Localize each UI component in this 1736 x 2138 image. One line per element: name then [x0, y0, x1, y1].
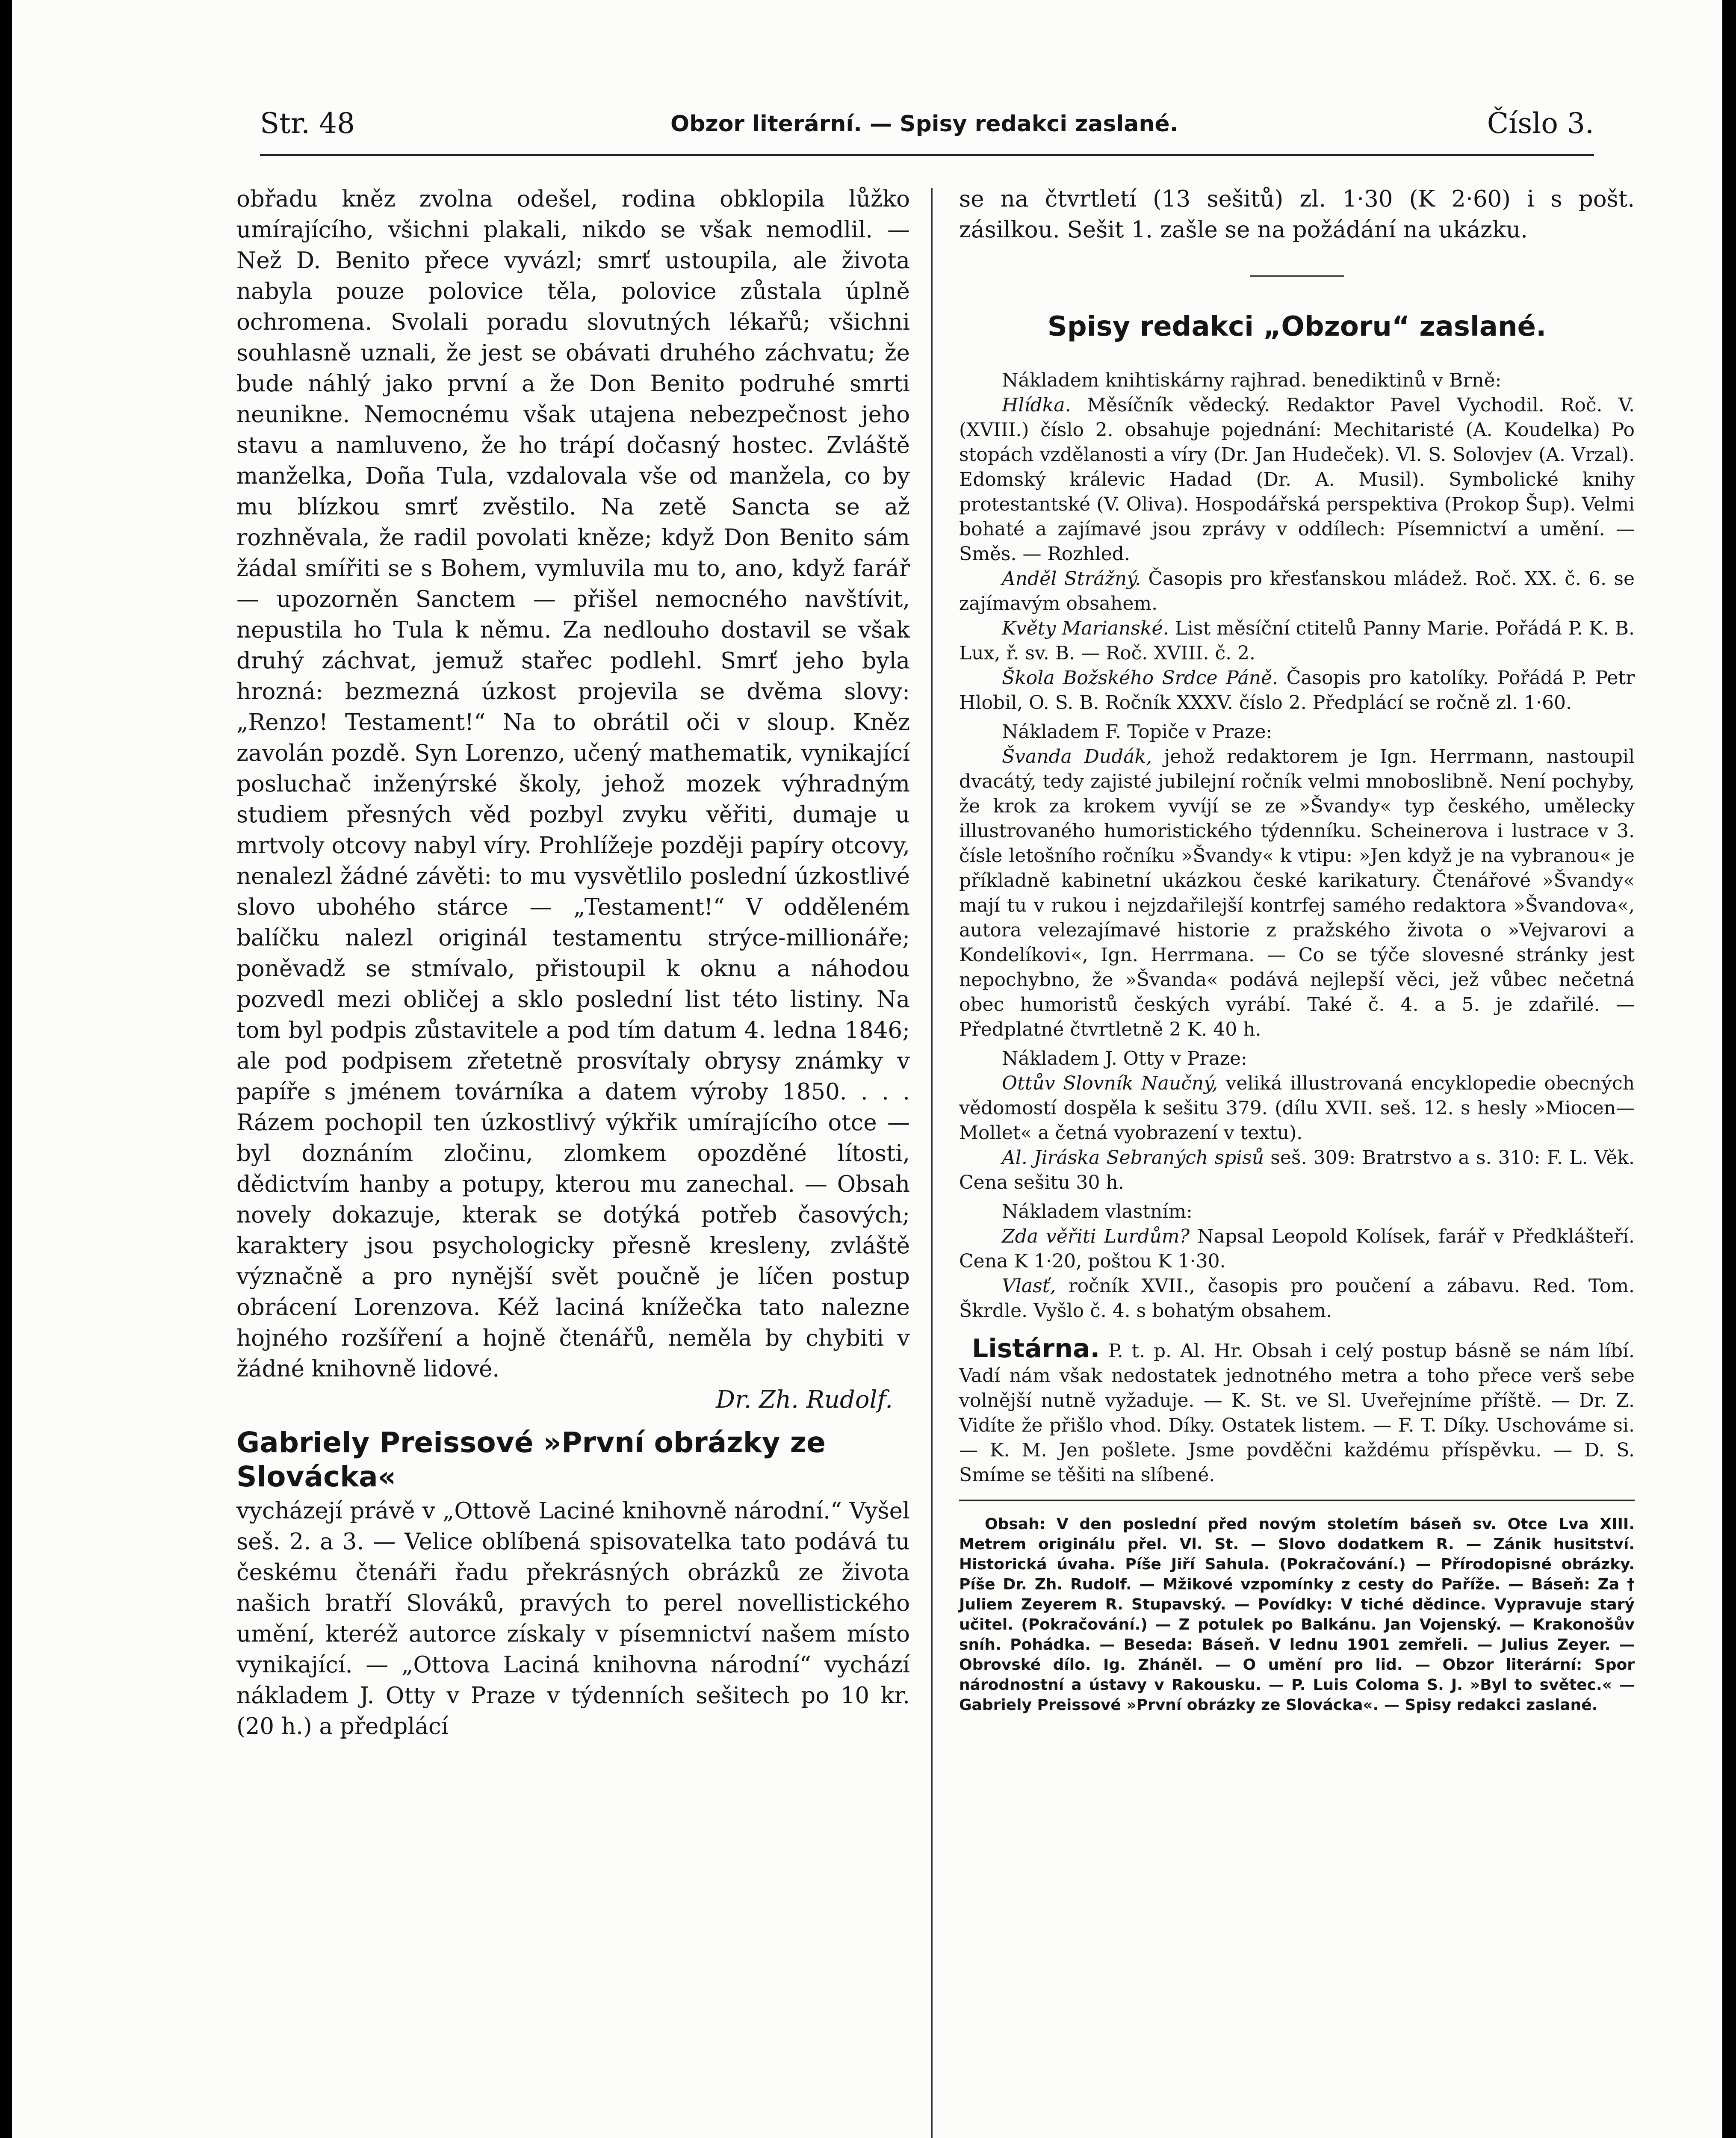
- publication-entry: [959, 744, 1635, 1042]
- publication-entry: [959, 1071, 1635, 1146]
- listarna-title: Listárna.: [972, 1334, 1100, 1364]
- running-title: Obzor literární. — Spisy redakci zaslané.: [670, 111, 1178, 137]
- publication-desc: seš. 309: Bratrstvo a s. 310: F. L. Věk. Cena sešitu 30 h.: [959, 1147, 1635, 1193]
- publication-desc: Časopis pro katolíky. Pořádá P. Petr Hlobil, O. S. B. Ročník XXXV. číslo 2. Předplácí se ročně zl. 1·60.: [959, 667, 1635, 714]
- publisher-line: Nákladem J. Otty v Praze:: [1002, 1048, 1247, 1069]
- preissova-text: [236, 1496, 910, 1742]
- publication-desc: ročník XVII., časopis pro poučení a zábavu. Red. Tom. Škrdle. Vyšlo č. 4. s bohatým obsahem.: [959, 1275, 1635, 1322]
- issue-contents: Obsah: V den poslední před novým stoletím báseň sv. Otce Lva XIII. Metrem originálu přel. Vl. St. — Slovo dodatkem R. — Zánik husitství. Historická úvaha. Píše Jiří Sahula. (Pokračování.) — Přírodopisné obrázky. Píše Dr. Zh. Rudolf. — Mžikové vzpomínky z cesty do Paříže. — Báseň: Za † Juliem Zeyerem R. Stupavský. — Povídky: V tiché dědince. Vypravuje starý učitel. (Pokračování.) — Z potulek po Balkánu. Jan Vojenský. — Krakonošův sníh. Pohádka. — Beseda: Báseň. V lednu 1901 zemřeli. — Julius Zeyer. — Obrovské dílo. Ig. Zháněl. — O umění pro lid. — Obzor literární: Spor národnostní a ústavy v Rakousku. — P. Luis Coloma S. J. »Byl to světec.« — Gabriely Preissové »První obrázky ze Slovácka«. — Spisy redakci zaslané.: [959, 1515, 1635, 1714]
- publication-entry: [959, 393, 1635, 567]
- issue-number: Číslo 3.: [1487, 107, 1594, 140]
- publication-desc: List měsíční ctitelů Panny Marie. Pořádá P. K. B. Lux, ř. sv. B. — Roč. XVIII. č. 2.: [959, 617, 1635, 664]
- review-text: [236, 184, 910, 1385]
- section-rule: [1250, 275, 1344, 277]
- listarna: [959, 1336, 1635, 1488]
- page-header: [260, 107, 1594, 156]
- publication-title: Anděl Strážný.: [1002, 568, 1141, 590]
- publication-title: Vlasť,: [1002, 1275, 1056, 1297]
- publication-title: Zda věřiti Lurdům?: [1002, 1226, 1190, 1247]
- listarna-text: P. t. p. Al. Hr. Obsah i celý postup básně se nám líbí. Vadí nám však nedostatek jednotného metra a toho přece verš sebe volnější nutně vyžaduje. — K. St. ve Sl. Uveřejníme příště. — Dr. Z. Vidíte že přišlo vhod. Díky. Ostatek listem. — F. T. Díky. Uschováme si. — K. M. Jen pošlete. Jsme povděčni každému příspěvku. — D. S. Smíme se těšiti na slíbené.: [959, 1340, 1635, 1486]
- journal-page: [12, 0, 1722, 2138]
- publication-title: Hlídka.: [1002, 394, 1071, 416]
- preissova-heading: Gabriely Preissové »První obrázky ze Slovácka«: [236, 1426, 826, 1493]
- publication-desc: jehož redaktorem je Ign. Herrmann, nastoupil dvacátý, tedy zajisté jubilejní ročník velmi mnoboslibně. Není pochyby, že krok za krokem vyvíjí se ze »Švandy« typ českého, umělecky illustrovaného humoristického týdenníku. Scheinerova i lustrace v 3. čísle letošního ročníku »Švandy« k vtipu: »Jen když je na vybranou« je příkladně kabinetní ukázkou české karikatury. Čtenářové »Švandy« mají tu v rukou i nejzdařilejší kontrfej samého redaktora »Švandova«, autora velezajímavé historie z pražského života o »Vejvarovi a Kondelíkovi«, Ign. Herrmana. — Co se týče slovesné stránky jest nepochybno, že »Švanda« podává nejlepší věci, jež vůbec nečetná obec humoristů českých vyrábí. Také č. 4. a 5. je zdařilé. — Předplatné čtvrtletně 2 K. 40 h.: [959, 746, 1635, 1040]
- received-publications: [959, 368, 1635, 1323]
- left-column: [236, 184, 910, 1742]
- publisher-line: Nákladem F. Topiče v Praze:: [1002, 721, 1272, 743]
- continuation-text: [959, 184, 1635, 245]
- review-paragraph: obřadu kněz zvolna odešel, rodina obklopila lůžko umírajícího, všichni plakali, nikdo se však nemodlil. — Než D. Benito přece vyvázl; smrť ustoupila, ale života nabyla pouze polovice těla, polovice zůstala úplně ochromena. Svolali poradu slovutných lékařů; všichni souhlasně uznali, že jest se obávati druhého záchvatu; že bude náhlý jako první a že Don Benito podruhé smrti neunikne. Nemocnému však utajena nebezpečnost jeho stavu a namluveno, že ho trápí dočasný hostec. Zvláště manželka, Doña Tula, vzdalovala vše od manžela, co by mu blízkou smrť zvěstilo. Na zetě Sancta se až rozhněvala, že radil povolati kněze; když Don Benito sám žádal smířiti se s Bohem, vymluvila mu to, ano, když farář — upozorněn Sanctem — přišel nemocného navštívit, nepustila ho Tula k němu. Za nedlouho dostavil se však druhý záchvat, jemuž stařec podlehl. Smrť jeho byla hrozná: bezmezná úzkost projevila se dvěma slovy: „Renzo! Testament!“ Na to obrátil oči v sloup. Kněz zavolán pozdě. Syn Lorenzo, učený mathematik, vynikající posluchač inženýrské školy, jehož mozek výhradným studiem přesných věd pozbyl zvyku věřiti, dumaje u mrtvoly otcovy nabyl víry. Prohlížeje později papíry otcovy, nenalezl žádné závěti: to mu vysvětlilo poslední úzkostlivé slovo ubohého stárce — „Testament!“ V odděleném balíčku nalezl originál testamentu strýce-millionáře; poněvadž se stmívalo, přistoupil k oknu a náhodou pozvedl mezi obličej a sklo poslední list této listiny. Na tom byl podpis zůstavitele a pod tím datum 4. ledna 1846; ale pod podpisem zřetetně prosvítaly obrysy známky v papíře s jménem továrníka a datem výroby 1850. . . . Rázem pochopil ten úzkostlivý výkřik umírajícího otce — byl doznáním zločinu, zlomkem opozděné lítosti, dědictvím hanby a potupy, kterou mu zanechal. — Obsah novely dokazuje, kterak se dotýká potřeb časových; karaktery jsou psychologicky přesně kresleny, zvláště význačně a pro nynější svět poučně je líčen postup obrácení Lorenzova. Kéž laciná knížečka tato nalezne hojného rozšíření a hojně čtenářů, neměla by chybiti v žádné knihovně lidové.: [236, 186, 910, 1382]
- publication-title: Švanda Dudák,: [1002, 746, 1152, 768]
- preissova-paragraph: vycházejí právě v „Ottově Laciné knihovně národní.“ Vyšel seš. 2. a 3. — Velice oblíbená spisovatelka tato podává tu českému čtenáři řadu překrásných obrázků ze života našich bratří Slováků, pravých to perel novellistického umění, kteréž autorce získaly v písemnictví našem místo vynikající. — „Ottova Laciná knihovna národní“ vychází nákladem J. Otty v Praze v týdenních sešitech po 10 kr. (20 h.) a předplácí: [236, 1498, 910, 1739]
- publication-desc: Časopis pro křesťanskou mládež. Roč. XX. č. 6. se zajímavým obsahem.: [959, 568, 1635, 614]
- publication-title: Al. Jiráska Sebraných spisů: [1002, 1147, 1264, 1169]
- publication-title: Škola Božského Srdce Páně.: [1002, 667, 1278, 689]
- column-divider: [931, 188, 933, 2138]
- publisher-line: Nákladem vlastním:: [1002, 1201, 1193, 1223]
- publication-entry: [959, 1224, 1635, 1274]
- publication-desc: Měsíčník vědecký. Redaktor Pavel Vychodil. Roč. V. (XVIII.) číslo 2. obsahuje pojednání: Mechitaristé (A. Koudelka) Po stopách vzdělanosti a víry (Dr. Jan Hudeček). Vl. S. Solovjev (A. Vrzal). Edomský králevic Hadad (Dr. A. Musil). Symbolické knihy protestantské (V. Oliva). Hospodářská perspektiva (Prokop Šup). Velmi bohaté a zajímavé jsou zprávy v oddílech: Písemnictví a umění. — Směs. — Rozhled.: [959, 394, 1635, 565]
- page-number: Str. 48: [260, 107, 355, 140]
- publication-desc: veliká illustrovaná encyklopedie obecných vědomostí dospěla k sešitu 379. (dílu XVII. seš. 12. s hesly »Miocen—Mollet« a četná vyobrazení v textu).: [959, 1072, 1635, 1144]
- review-signature: Dr. Zh. Rudolf.: [716, 1386, 893, 1414]
- publication-entry: [959, 1146, 1635, 1195]
- publication-title: Květy Marianské.: [1002, 617, 1169, 639]
- publication-entry: [959, 1274, 1635, 1323]
- continuation-paragraph: se na čtvrtletí (13 sešitů) zl. 1·30 (K 2·60) i s pošt. zásilkou. Sešit 1. zašle se na požádání na ukázku.: [959, 186, 1635, 243]
- publication-desc: Napsal Leopold Kolísek, farář v Předklášteří. Cena K 1·20, poštou K 1·30.: [959, 1226, 1635, 1272]
- publication-entry: [959, 666, 1635, 715]
- section-title: Spisy redakci „Obzoru“ zaslané.: [1047, 311, 1547, 343]
- publication-entry: [959, 567, 1635, 616]
- publisher-line: Nákladem knihtiskárny rajhrad. benediktinů v Brně:: [1002, 369, 1502, 391]
- publication-title: Ottův Slovník Naučný,: [1002, 1072, 1218, 1094]
- publication-entry: [959, 616, 1635, 666]
- right-column: [959, 184, 1635, 1715]
- contents-rule: [959, 1500, 1635, 1501]
